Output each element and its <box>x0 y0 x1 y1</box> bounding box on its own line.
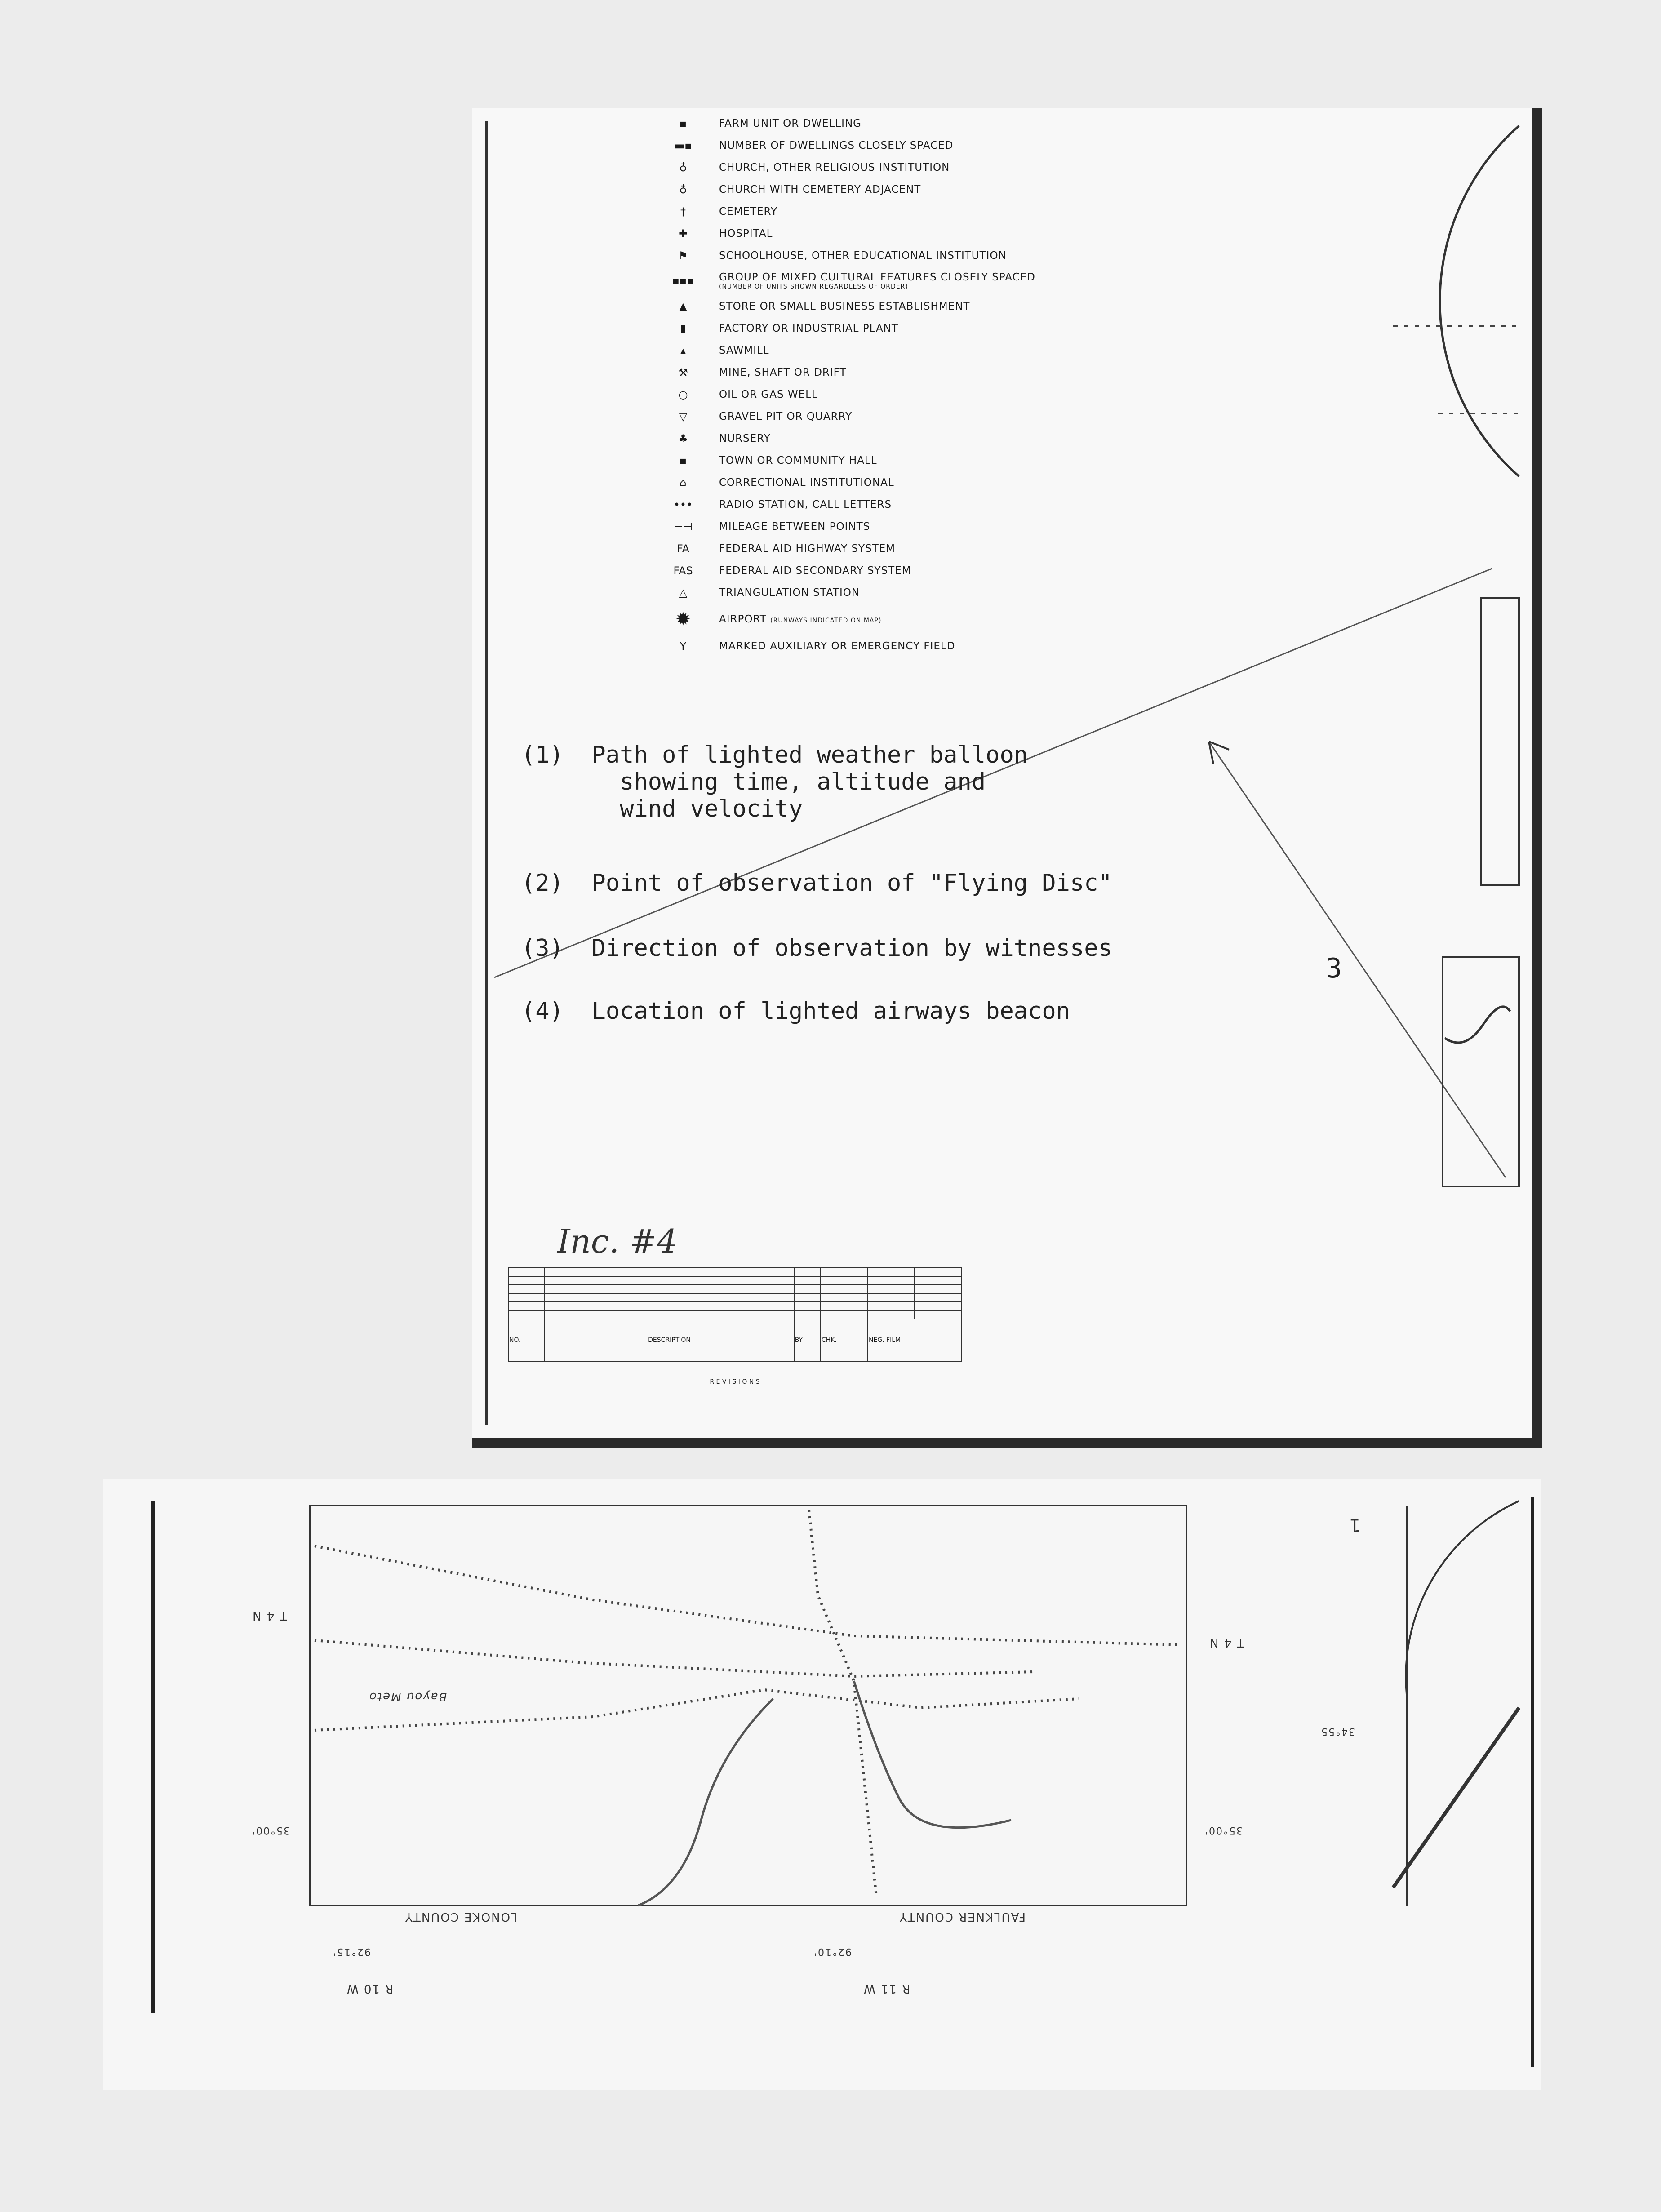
legend-label: OIL OR GAS WELL <box>719 388 818 400</box>
coordinate-text: 92°10' <box>813 1946 852 1957</box>
legend-symbol: ♣ <box>678 432 688 445</box>
legend-symbol: FAS <box>673 564 693 577</box>
note-number: (2) <box>521 870 564 897</box>
note-text: Location of lighted airways beacon <box>591 998 1070 1025</box>
map-arc <box>1406 1501 1519 1694</box>
range-label-right <box>863 1982 910 1995</box>
range-label-left <box>346 1982 393 1995</box>
legend-label: CHURCH, OTHER RELIGIOUS INSTITUTION <box>719 161 950 173</box>
legend-label-sub: (NUMBER OF UNITS SHOWN REGARDLESS OF ORDER) <box>719 283 908 290</box>
map-frame <box>310 1506 1186 1906</box>
legend-label-main: AIRPORT <box>719 613 767 625</box>
waterway-label <box>369 1690 447 1703</box>
note-text: Direction of observation by witnesses <box>591 935 1112 962</box>
rev-col-no: NO. <box>508 1319 545 1362</box>
county-label-text: FAULKNER COUNTY <box>899 1910 1026 1923</box>
county-label-left <box>404 1910 517 1923</box>
legend-label: SAWMILL <box>719 344 769 356</box>
rev-col-by: BY <box>794 1319 821 1362</box>
legend-symbol: Y <box>680 640 687 653</box>
map-road <box>315 1640 1034 1676</box>
county-label-right <box>899 1910 1026 1923</box>
map-stream <box>638 1699 773 1906</box>
coordinate-label <box>252 1825 290 1836</box>
legend-label: FARM UNIT OR DWELLING <box>719 117 862 129</box>
legend-label: FACTORY OR INDUSTRIAL PLANT <box>719 322 898 334</box>
coordinate-text: 34°55' <box>1317 1726 1355 1737</box>
waterway-text: Bayou Meto <box>369 1690 447 1703</box>
legend-symbol: ▪ <box>679 117 687 130</box>
legend-symbol: ▪ <box>679 454 687 467</box>
legend-label: MARKED AUXILIARY OR EMERGENCY FIELD <box>719 640 955 652</box>
legend-symbol: ♁ <box>679 183 687 196</box>
township-label-left <box>252 1609 287 1622</box>
legend-label: CORRECTIONAL INSTITUTIONAL <box>719 476 894 489</box>
map-road <box>809 1510 876 1897</box>
legend-symbol: ⚒ <box>678 366 688 379</box>
legend-symbol: ▴ <box>680 344 686 357</box>
map-stream <box>854 1681 1011 1828</box>
coordinate-text: 35°00' <box>1204 1825 1243 1836</box>
map-road <box>315 1546 1177 1645</box>
legend-symbol: ⌂ <box>680 476 687 489</box>
legend-label: GRAVEL PIT OR QUARRY <box>719 410 853 422</box>
legend-label: NURSERY <box>719 432 771 444</box>
partial-map-label <box>1348 1515 1360 1535</box>
legend-symbol: ▬▪ <box>674 139 692 152</box>
legend-label: FEDERAL AID HIGHWAY SYSTEM <box>719 542 896 555</box>
legend-symbol: ♁ <box>679 161 687 174</box>
rev-col-neg-film: NEG. FILM <box>868 1319 961 1362</box>
legend-symbol: ✚ <box>678 227 688 240</box>
legend-symbol: ⚑ <box>678 249 688 262</box>
legend-label: HOSPITAL <box>719 227 773 240</box>
range-label-text: R 10 W <box>346 1982 394 1995</box>
legend-label: MINE, SHAFT OR DRIFT <box>719 366 847 378</box>
legend-label: TOWN OR COMMUNITY HALL <box>719 454 877 466</box>
township-label-right <box>1209 1636 1244 1649</box>
range-label-text: R 11 W <box>863 1982 910 1995</box>
legend-label: CHURCH WITH CEMETERY ADJACENT <box>719 183 921 195</box>
note-number: (4) <box>521 998 564 1025</box>
coordinate-label <box>1317 1726 1355 1737</box>
legend-label-sub: (RUNWAYS INDICATED ON MAP) <box>770 617 882 624</box>
direction-marker-label: 3 <box>1326 953 1342 984</box>
legend-symbol: FA <box>676 542 690 555</box>
legend-label: CEMETERY <box>719 205 778 218</box>
coordinate-text: 35°00' <box>252 1825 290 1836</box>
coordinate-label <box>813 1946 852 1957</box>
county-label-text: LONOKE COUNTY <box>404 1910 517 1923</box>
note-number: (3) <box>521 935 564 962</box>
legend-symbol: ••• <box>673 498 693 511</box>
note-text: Point of observation of "Flying Disc" <box>591 870 1112 897</box>
legend-label: SCHOOLHOUSE, OTHER EDUCATIONAL INSTITUTION <box>719 249 1007 262</box>
legend-symbol: ▮ <box>680 322 686 335</box>
revisions-title: R E V I S I O N S <box>710 1378 760 1386</box>
legend-label: FEDERAL AID SECONDARY SYSTEM <box>719 564 911 577</box>
partial-map-text: 1 <box>1348 1515 1361 1535</box>
rev-col-description: DESCRIPTION <box>545 1319 794 1362</box>
legend-symbol: ○ <box>678 388 688 401</box>
legend-label: MILEAGE BETWEEN POINTS <box>719 520 870 533</box>
airport-icon: ✹ <box>675 609 691 630</box>
note-text: Path of lighted weather balloon showing time, altitude and wind velocity <box>591 742 1028 822</box>
legend-symbol: △ <box>679 586 688 599</box>
legend-label-main: GROUP OF MIXED CULTURAL FEATURES CLOSELY SPACED <box>719 271 1035 283</box>
legend-label: RADIO STATION, CALL LETTERS <box>719 498 892 511</box>
township-label-text: T 4 N <box>252 1609 287 1622</box>
legend-symbol: ▲ <box>679 300 688 313</box>
handwritten-label: Inc. #4 <box>557 1222 678 1260</box>
legend-label: TRIANGULATION STATION <box>719 586 860 599</box>
legend-symbol: ▪▪▪ <box>672 275 694 287</box>
coordinate-text: 92°15' <box>333 1946 371 1957</box>
township-label-text: T 4 N <box>1209 1636 1244 1649</box>
map-road <box>1393 1708 1519 1888</box>
legend-label: STORE OR SMALL BUSINESS ESTABLISHMENT <box>719 300 970 312</box>
rev-col-chk: CHK. <box>821 1319 868 1362</box>
legend-symbol: ▽ <box>679 410 688 423</box>
legend-symbol: ⊢⊣ <box>674 520 693 533</box>
legend-symbol: † <box>680 205 686 218</box>
note-number: (1) <box>521 742 564 768</box>
legend-label: NUMBER OF DWELLINGS CLOSELY SPACED <box>719 139 954 151</box>
coordinate-label <box>333 1946 371 1957</box>
coordinate-label <box>1204 1825 1243 1836</box>
